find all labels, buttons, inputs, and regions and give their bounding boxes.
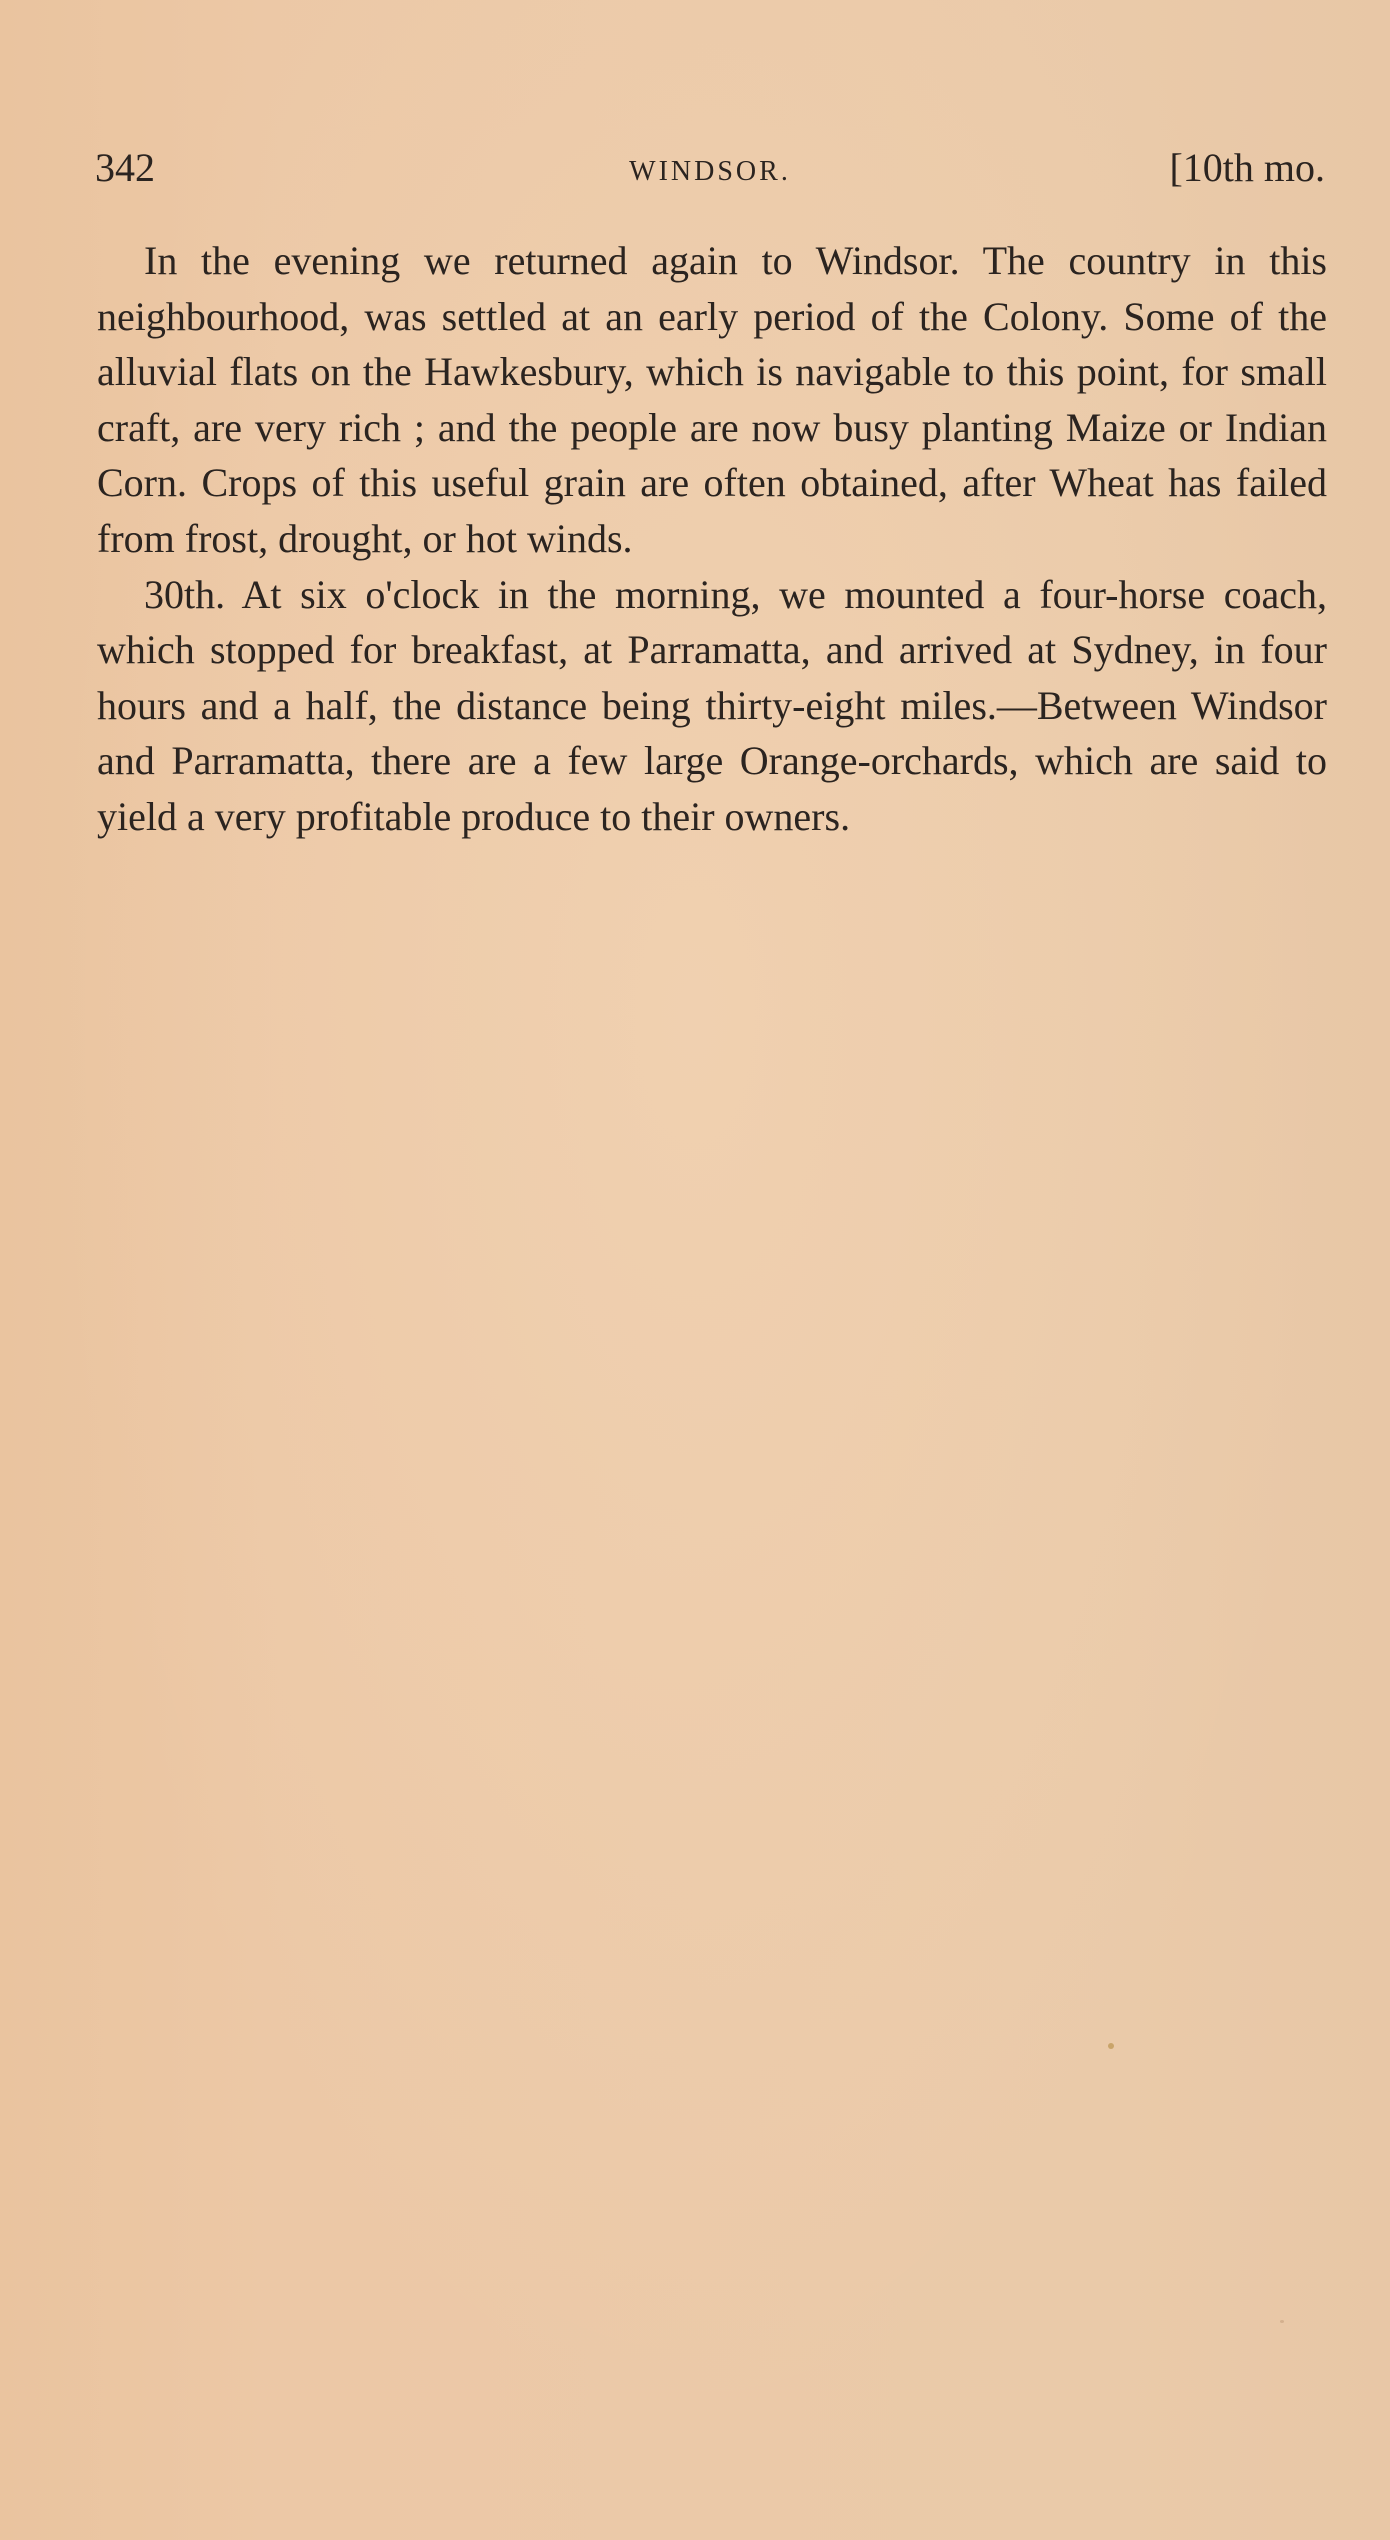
body-text <box>97 233 1327 845</box>
page-number: 342 <box>95 145 155 190</box>
paragraph-30th: 30th. At six o'clock in the morning, we mounted a four-horse coach, which stopped for breakfast, at Parramatta, and arrived at Sydney, in four hours and a half, the distance being thirty-eight miles.—Between Windsor and Parramatta, there are a few large Orange-orchards, which are said to yield a very profitable produce to their owners. <box>97 571 1327 839</box>
paper-speck <box>1108 2043 1114 2049</box>
running-date: [10th mo. <box>1169 145 1325 190</box>
running-title: WINDSOR. <box>629 156 791 187</box>
paper-speck <box>1280 2320 1284 2323</box>
page-header <box>95 138 1325 198</box>
paragraph-evening-return: In the evening we returned again to Windsor. The country in this neighbourhood, was settled at an early period of the Colony. Some of the alluvial flats on the Hawkesbury, which is navigable to this point, for small craft, are very rich ; and the people are now busy planting Maize or Indian Corn. Crops of this useful grain are often obtained, after Wheat has failed from frost, drought, or hot winds. <box>97 238 1327 561</box>
